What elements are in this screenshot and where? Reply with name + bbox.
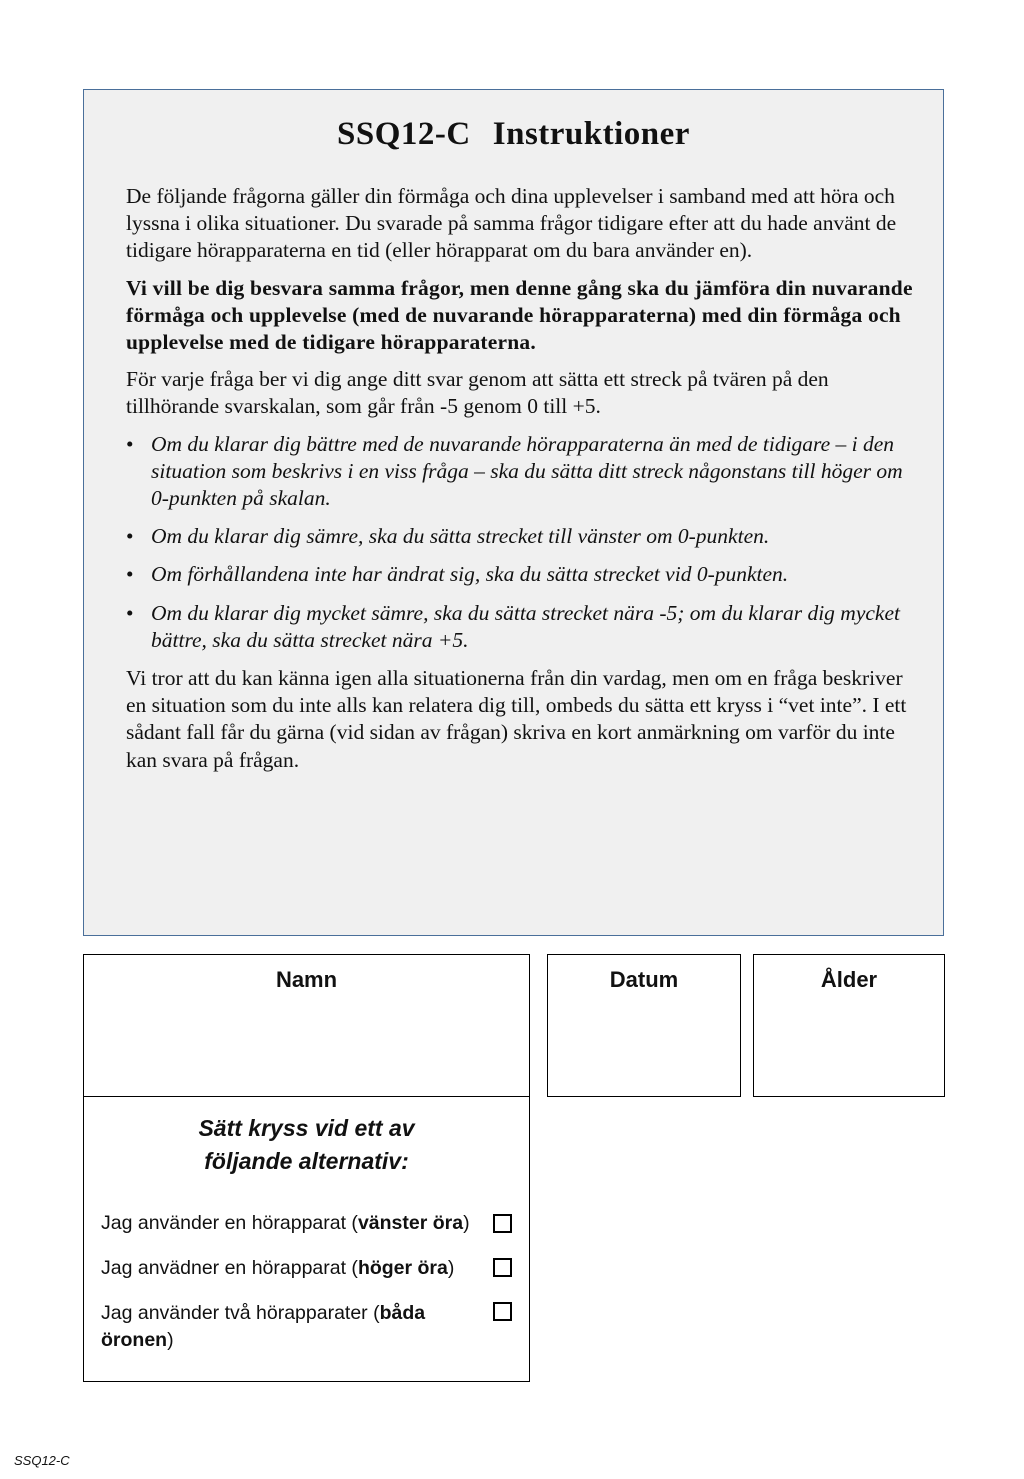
option-both-ears xyxy=(101,1300,481,1354)
name-field[interactable] xyxy=(83,954,530,1097)
option-text-bold: höger öra xyxy=(357,1257,448,1279)
page-title xyxy=(84,116,943,153)
bullet-item xyxy=(126,431,913,513)
bullet-item xyxy=(126,600,913,654)
instructions-paragraph-2: Vi vill be dig besvara samma frågor, men denne gång ska du jämföra din nuvarande förmåga och upplevelse (med de nuvarande hörapparaterna) med din förmåga och upplevelse med de tidigare hörapparaterna. xyxy=(126,275,913,355)
bullet-marker: • xyxy=(126,431,134,456)
option-text-bold: båda öronen xyxy=(101,1302,426,1351)
age-field[interactable] xyxy=(753,954,945,1097)
bullet-marker: • xyxy=(126,600,134,625)
footer-code: SSQ12-C xyxy=(14,1453,70,1468)
instructions-paragraph-1: De följande frågorna gäller din förmåga och dina upplevelser i samband med att höra och lyssna i olika situationer. Du svarade på samma frågor tidigare efter att du hade använt de tidigare hörapparaterna en tid (eller hörapparat om du bara använder en). xyxy=(126,184,897,263)
instructions-body xyxy=(126,183,913,784)
option-left-ear xyxy=(101,1210,501,1237)
hearing-aid-alternatives xyxy=(83,1096,530,1382)
instructions-bullet-list xyxy=(126,431,913,654)
bullet-marker: • xyxy=(126,524,134,549)
option-text-bold: vänster öra xyxy=(357,1212,464,1234)
bullet-text: Om du klarar dig mycket sämre, ska du sätta strecket nära -5; om du klarar dig mycket bättre, ska du sätta strecket nära +5. xyxy=(151,600,900,652)
bullet-text: Om du klarar dig bättre med de nuvarande hörapparaterna än med de tidigare – i den situation som beskrivs i en viss fråga – ska du sätta ditt streck någonstans till höger om 0-punkten på skalan. xyxy=(151,431,903,511)
date-field[interactable] xyxy=(547,954,741,1097)
left-ear-checkbox[interactable] xyxy=(493,1214,512,1233)
name-label: Namn xyxy=(275,967,338,992)
instructions-paragraph-4: Vi tror att du kan känna igen alla situationerna från din vardag, men om en fråga beskriver en situation som du inte alls kan relatera dig till, ombeds du sätta ett kryss i “vet inte”. I ett sådant fall får du gärna (vid sidan av frågan) skriva en kort anmärkning om varför du inte kan svara på frågan. xyxy=(126,666,907,772)
alternatives-heading-line-2: följande alternativ: xyxy=(204,1148,409,1174)
both-ears-checkbox[interactable] xyxy=(493,1302,512,1321)
alternatives-heading-line-1: Sätt kryss vid ett av xyxy=(198,1115,415,1141)
age-label: Ålder xyxy=(820,967,878,992)
option-text: Jag anvädner en hörapparat ( xyxy=(101,1257,358,1279)
option-text: Jag använder två hörapparater ( xyxy=(101,1302,380,1324)
bullet-item xyxy=(126,523,913,550)
option-right-ear xyxy=(101,1255,501,1282)
right-ear-checkbox[interactable] xyxy=(493,1258,512,1277)
bullet-item xyxy=(126,561,913,588)
instructions-panel xyxy=(83,89,944,936)
title-word: Instruktioner xyxy=(492,116,690,152)
option-text-end: ) xyxy=(447,1257,455,1279)
option-text-end: ) xyxy=(167,1329,174,1351)
date-label: Datum xyxy=(609,967,679,992)
title-code: SSQ12-C xyxy=(337,116,471,152)
alternatives-heading xyxy=(84,1112,529,1178)
instructions-paragraph-3: För varje fråga ber vi dig ange ditt svar genom att sätta ett streck på tvären på den tillhörande svarskalan, som går från -5 genom 0 till +5. xyxy=(126,367,829,419)
option-text-end: ) xyxy=(463,1212,470,1234)
bullet-marker: • xyxy=(126,562,134,587)
option-text: Jag använder en hörapparat ( xyxy=(101,1212,358,1234)
bullet-text: Om du klarar dig sämre, ska du sätta strecket till vänster om 0-punkten. xyxy=(151,524,770,549)
bullet-text: Om förhållandena inte har ändrat sig, ska du sätta strecket vid 0-punkten. xyxy=(151,562,789,587)
